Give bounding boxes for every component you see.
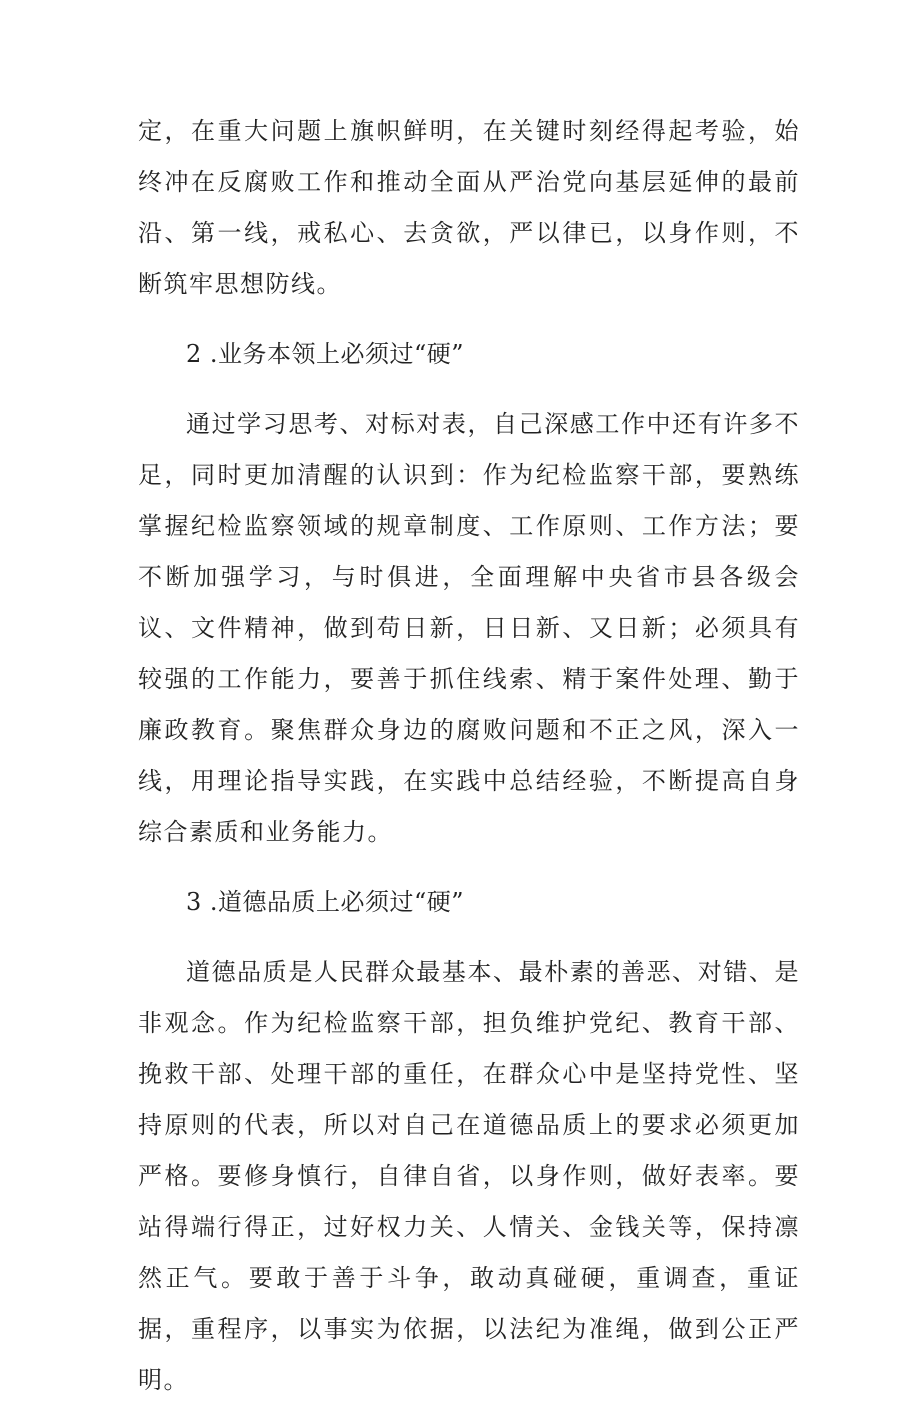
spacer	[138, 310, 800, 329]
paragraph-intro: 定，在重大问题上旗帜鲜明，在关键时刻经得起考验，始终冲在反腐败工作和推动全面从严治党向基层延伸的最前沿、第一线，戒私心、去贪欲，严以律已，以身作则，不断筑牢思想防线。	[138, 117, 800, 298]
document-body	[138, 106, 800, 1406]
paragraph-section-3: 道德品质是人民群众最基本、最朴素的善恶、对错、是非观念。作为纪检监察干部，担负维护党纪、教育干部、挽救干部、处理干部的重任，在群众心中是坚持党性、坚持原则的代表，所以对自己在道德品质上的要求必须更加严格。要修身慎行，自律自省，以身作则，做好表率。要站得端行得正，过好权力关、人情关、金钱关等，保持凛然正气。要敢于善于斗争，敢动真碰硬，重调查，重证据，重程序，以事实为依据，以法纪为准绳，做到公正严明。	[138, 958, 800, 1394]
spacer	[138, 858, 800, 877]
spacer	[138, 928, 800, 947]
section-heading-3: 3 .道德品质上必须过“硬”	[186, 888, 465, 916]
spacer	[138, 380, 800, 399]
section-heading-2: 2 .业务本领上必须过“硬”	[186, 340, 465, 368]
paragraph-section-2: 通过学习思考、对标对表，自己深感工作中还有许多不足，同时更加清醒的认识到：作为纪检监察干部，要熟练掌握纪检监察领域的规章制度、工作原则、工作方法；要不断加强学习，与时俱进，全面理解中央省市县各级会议、文件精神，做到苟日新，日日新、又日新；必须具有较强的工作能力，要善于抓住线索、精于案件处理、勤于廉政教育。聚焦群众身边的腐败问题和不正之风，深入一线，用理论指导实践，在实践中总结经验，不断提高自身综合素质和业务能力。	[138, 410, 800, 846]
